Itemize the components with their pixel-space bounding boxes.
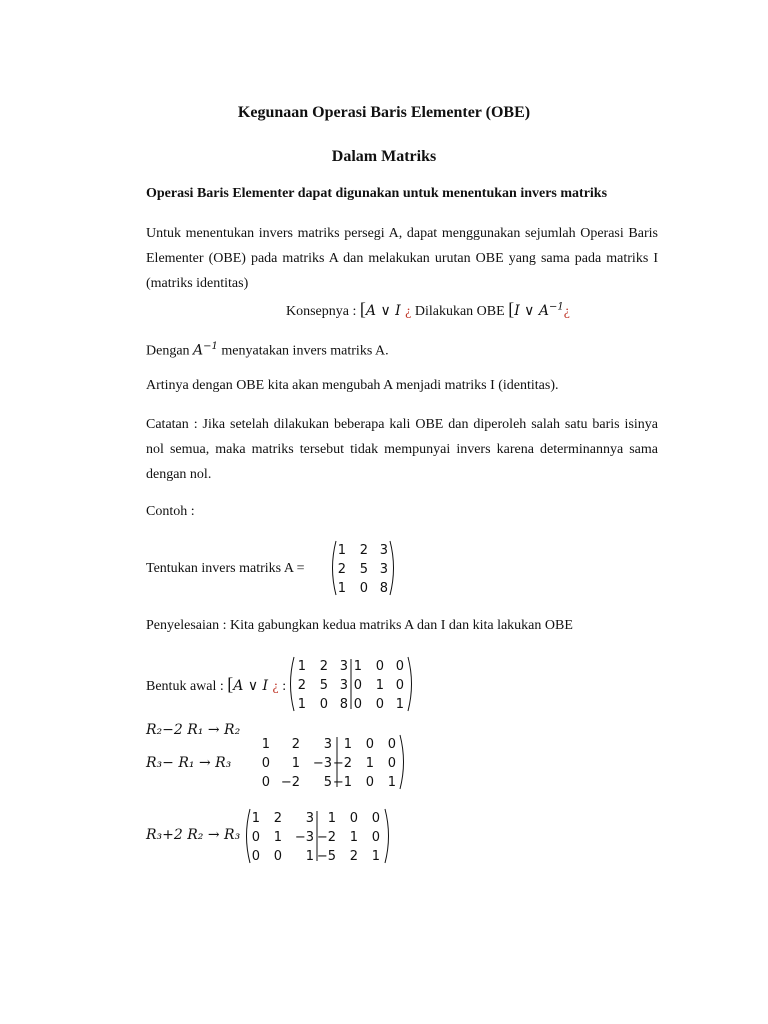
matrix-step1-cell: 0 — [387, 737, 396, 752]
matrix-step2-cell: 2 — [349, 849, 358, 864]
konsep-label: Konsepnya : — [286, 304, 357, 319]
matrix-step1-cell: 1 — [261, 737, 270, 752]
matrix-a-cell: 0 — [359, 581, 368, 596]
matrix-step2-cell: 0 — [371, 830, 380, 845]
matrix-awal-cell: 0 — [375, 697, 384, 712]
document-title: Kegunaan Operasi Baris Elementer (OBE) — [237, 104, 531, 121]
matrix-step1-cell: 0 — [261, 775, 270, 790]
matrix-awal-cell: 0 — [353, 678, 362, 693]
penyelesaian-line: Penyelesaian : Kita gabungkan kedua matriks A dan I dan kita lakukan OBE — [146, 618, 573, 633]
matrix-a-cell: 8 — [379, 581, 388, 596]
konsep-left: A ∨ I — [365, 303, 406, 319]
konsep-right-end: ¿ — [563, 304, 570, 319]
matrix-step2-cell: 0 — [251, 830, 260, 845]
bentuk-awal-colon: : — [282, 679, 287, 694]
matrix-step2-cell: 3 — [305, 811, 314, 826]
matrix-a-cell: 2 — [337, 562, 346, 577]
dengan-sup: −1 — [203, 341, 218, 352]
matrix-step1-cell: 0 — [365, 775, 374, 790]
matrix-awal-cell: 8 — [339, 697, 348, 712]
matrix-awal-cell: 3 — [339, 659, 348, 674]
dengan-symbol: A — [193, 342, 204, 359]
matrix-awal-cell: 0 — [319, 697, 328, 712]
matrix-a-cell: 3 — [379, 562, 388, 577]
matrix-step2-cell: 0 — [273, 849, 282, 864]
matrix-step2-cell: 2 — [273, 811, 282, 826]
matrix-awal-cell: 2 — [319, 659, 328, 674]
matrix-a-cell: 1 — [337, 543, 346, 558]
matrix-a-cell: 3 — [379, 543, 388, 558]
bentuk-awal-line: Bentuk awal : [A ∨ I ¿ : — [146, 674, 287, 694]
matrix-a-cell: 2 — [359, 543, 368, 558]
matrix-awal-cell: 3 — [339, 678, 348, 693]
konsep-right-sup: −1 — [548, 301, 564, 313]
matrix-awal-cell: 1 — [297, 659, 306, 674]
matrix-step1-cell: 1 — [365, 756, 374, 771]
konsep-left-end: ¿ — [405, 304, 412, 319]
dengan-before: Dengan — [146, 343, 190, 359]
matrix-step1-cell: 0 — [365, 737, 374, 752]
matrix-step1-cell: 2 — [291, 737, 300, 752]
matrix-step1-cell: 5 — [323, 775, 332, 790]
matrix-a — [328, 538, 398, 598]
matrix-step1-cell: 0 — [261, 756, 270, 771]
matrix-step2-cell: −2 — [316, 830, 336, 845]
matrix-awal-cell: 1 — [353, 659, 362, 674]
matrix-step2-cell: 1 — [251, 811, 260, 826]
matrix-step2-cell: 1 — [327, 811, 336, 826]
matrix-step1-cell: 1 — [343, 737, 352, 752]
bentuk-awal-end: ¿ — [272, 679, 279, 694]
dengan-line — [146, 341, 389, 360]
matrix-step1-cell: 1 — [387, 775, 396, 790]
op-r2: R₂−2 R₁ → R₂ — [146, 722, 241, 738]
matrix-awal-cell: 5 — [319, 678, 328, 693]
matrix-step1-cell: −3 — [312, 756, 332, 771]
matrix-awal-cell: 1 — [297, 697, 306, 712]
dengan-after: menyatakan invers matriks A. — [221, 343, 389, 359]
matrix-step2 — [242, 806, 394, 866]
matrix-awal — [286, 654, 416, 714]
matrix-step1-cell: −1 — [332, 775, 352, 790]
bentuk-awal-label: Bentuk awal : — [146, 679, 224, 694]
matrix-step1-cell: 0 — [387, 756, 396, 771]
konsep-line: Konsepnya : [A ∨ I ¿ Dilakukan OBE [I ∨ $A^{-1}¿$ — [286, 299, 570, 319]
catatan-paragraph: Catatan : Jika setelah dilakukan beberapa kali OBE dan diperoleh salah satu baris isinya nol semua, maka matriks tersebut tidak mempunyai invers karena determinannya sama dengan nol. — [146, 417, 658, 482]
matrix-awal-cell: 0 — [395, 678, 404, 693]
tentukan-label: Tentukan invers matriks A = — [146, 561, 305, 576]
matrix-step1 — [252, 732, 414, 792]
artinya-line: Artinya dengan OBE kita akan mengubah A menjadi matriks I (identitas). — [146, 378, 559, 393]
matrix-step2-cell: 0 — [349, 811, 358, 826]
matrix-step2-cell: 1 — [371, 849, 380, 864]
matrix-awal-cell: 1 — [395, 697, 404, 712]
contoh-label: Contoh : — [146, 504, 195, 519]
matrix-a-cell: 1 — [337, 581, 346, 596]
matrix-awal-cell: 0 — [395, 659, 404, 674]
matrix-awal-cell: 2 — [297, 678, 306, 693]
section-heading: Operasi Baris Elementer dapat digunakan untuk menentukan invers matriks — [146, 186, 608, 201]
konsep-right: I ∨ A — [514, 303, 549, 319]
document-subtitle-heading: Dalam Matriks — [331, 148, 437, 165]
matrix-step1-cell: −2 — [280, 775, 300, 790]
op-r3-step2: R₃+2 R₂ → R₃ — [146, 827, 241, 843]
matrix-step1-cell: −2 — [332, 756, 352, 771]
matrix-step1-cell: 1 — [291, 756, 300, 771]
matrix-step2-cell: 1 — [349, 830, 358, 845]
matrix-step2-cell: 0 — [371, 811, 380, 826]
konsep-middle: Dilakukan OBE — [414, 304, 505, 319]
matrix-step2-cell: −3 — [294, 830, 314, 845]
matrix-awal-cell: 0 — [375, 659, 384, 674]
matrix-awal-cell: 1 — [375, 678, 384, 693]
op-r3: R₃− R₁ → R₃ — [146, 755, 232, 771]
matrix-step2-cell: −5 — [316, 849, 336, 864]
matrix-step2-cell: 0 — [251, 849, 260, 864]
matrix-step2-cell: 1 — [305, 849, 314, 864]
matrix-step1-cell: 3 — [323, 737, 332, 752]
bentuk-awal-expr: A ∨ I — [233, 678, 273, 694]
intro-paragraph: Untuk menentukan invers matriks persegi A, dapat menggunakan sejumlah Operasi Baris Elementer (OBE) pada matriks A dan melakukan urutan OBE yang sama pada matriks I (matriks identitas) — [146, 226, 658, 291]
matrix-a-cell: 5 — [359, 562, 368, 577]
matrix-step2-cell: 1 — [273, 830, 282, 845]
matrix-awal-cell: 0 — [353, 697, 362, 712]
